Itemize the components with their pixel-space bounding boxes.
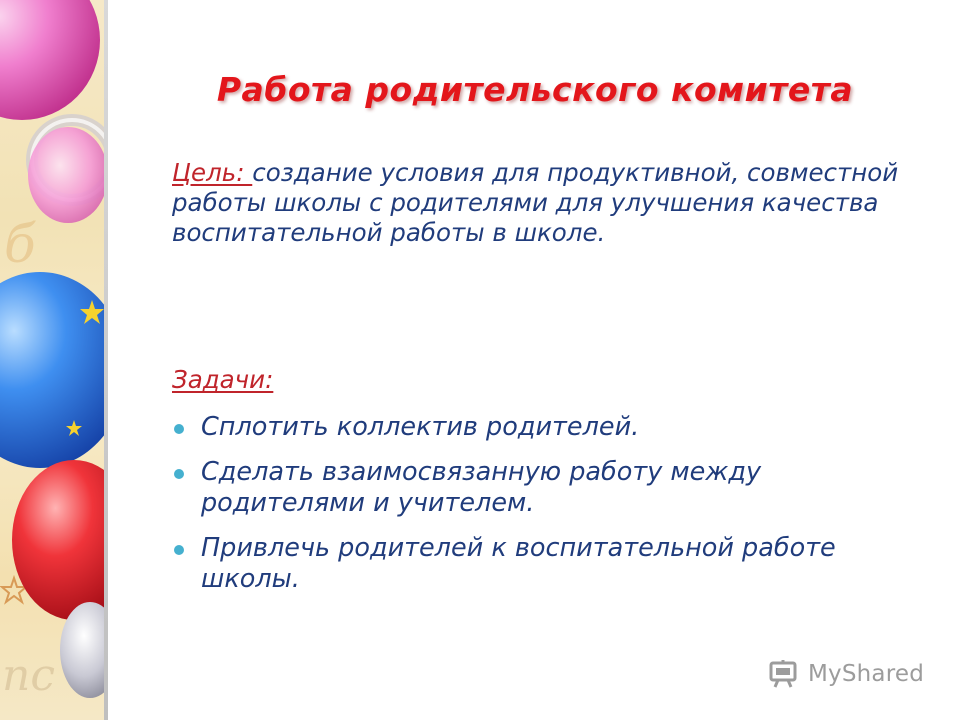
slide-title: Работа родительского комитета xyxy=(216,70,854,109)
task-list xyxy=(172,412,932,609)
myshared-logo-icon xyxy=(768,659,802,689)
task-text: Привлечь родителей к воспитательной работе школы. xyxy=(201,533,836,594)
task-item xyxy=(172,533,932,595)
balloon-decoration xyxy=(0,0,108,720)
bullet-icon xyxy=(174,545,184,555)
tasks-heading: Задачи: xyxy=(172,365,274,394)
goal-text: создание условия для продуктивной, совместной работы школы с родителями для улучшения качества воспитательной работы в школе. xyxy=(172,158,899,247)
goal-paragraph xyxy=(172,158,932,248)
balloons-illustration xyxy=(0,0,108,720)
task-item xyxy=(172,412,932,443)
bullet-icon xyxy=(174,424,184,434)
task-text: Сделать взаимосвязанную работу между родителями и учителем. xyxy=(201,457,762,518)
task-item xyxy=(172,457,932,519)
svg-text:б: б xyxy=(4,215,36,275)
svg-text:nc: nc xyxy=(2,650,55,701)
myshared-watermark[interactable] xyxy=(768,656,924,692)
strip-divider xyxy=(104,0,108,720)
watermark-text: MyShared xyxy=(808,661,925,687)
goal-label: Цель: xyxy=(172,158,253,187)
bullet-icon xyxy=(174,469,184,479)
task-text: Сплотить коллектив родителей. xyxy=(201,412,640,442)
